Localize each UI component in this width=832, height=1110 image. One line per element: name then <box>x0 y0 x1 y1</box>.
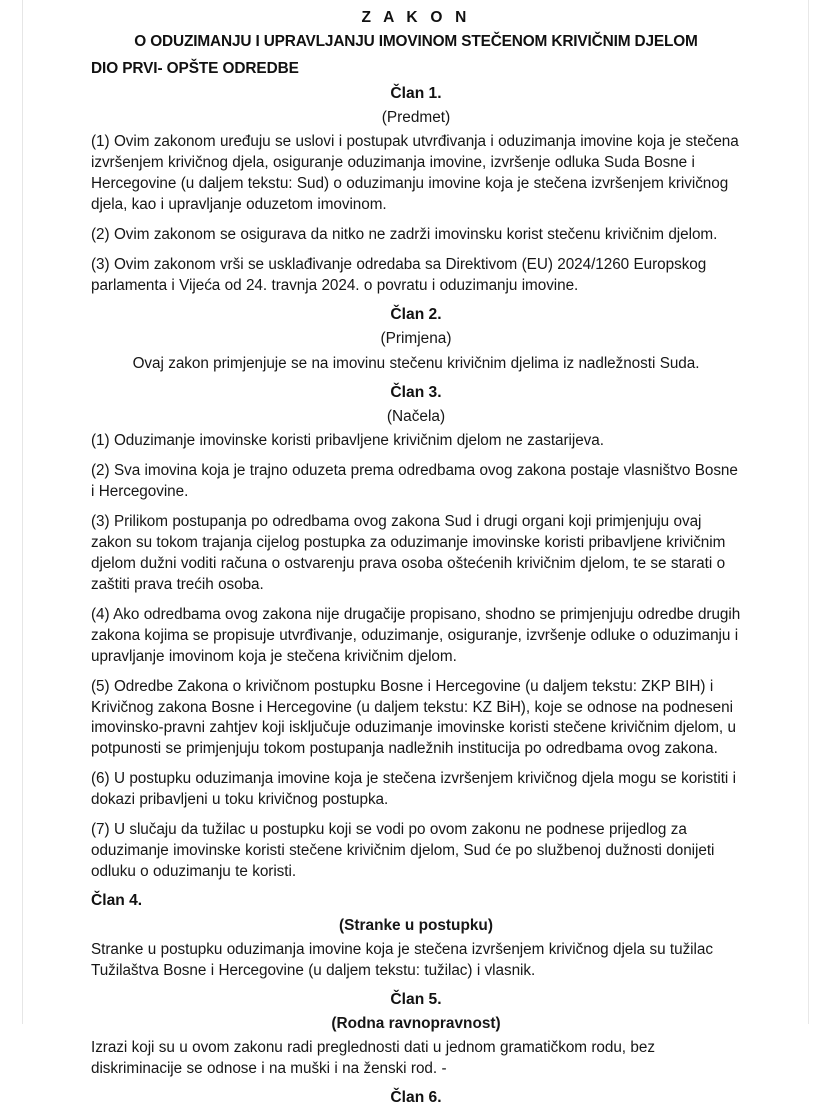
article-heading-3: Član 3. <box>390 383 442 401</box>
paragraph: (2) Sva imovina koja je trajno oduzeta prema odredbama ovog zakona postaje vlasništvo Bosne i Hercegovine. <box>91 461 738 500</box>
document-page <box>22 0 809 1106</box>
article-label-2: (Primjena) <box>380 330 452 348</box>
paragraph: Stranke u postupku oduzimanja imovine koja je stečena izvršenjem krivičnog djela su tužilac Tužilaštva Bosne i Hercegovine (u daljem tekstu: tužilac) i vlasnik. <box>91 940 713 979</box>
paragraph: (3) Ovim zakonom vrši se usklađivanje odredaba sa Direktivom (EU) 2024/1260 Europskog parlamenta i Vijeća od 24. travnja 2024. o povratu i oduzimanju imovine. <box>91 256 707 295</box>
article-heading-1: Član 1. <box>390 84 442 102</box>
article-heading-4: Član 4. <box>91 892 143 910</box>
document-title: Z A K O N <box>361 9 471 26</box>
paragraph: (4) Ako odredbama ovog zakona nije drugačije propisano, shodno se primjenjuju odredbe drugih zakona kojima se propisuje utvrđivanje, oduzimanje, osiguranje, izvršenje odluke o oduzimanju i upravljanje imovinom koja je stečena krivičnim djelom. <box>91 605 741 665</box>
article-label-5: (Rodna ravnopravnost) <box>331 1014 501 1032</box>
paragraph: (6) U postupku oduzimanja imovine koja je stečena izvršenjem krivičnog djela mogu se koristiti i dokazi pribavljeni u toku krivičnog postupka. <box>91 770 737 809</box>
article-label-3: (Načela) <box>386 407 446 425</box>
article-heading-2: Član 2. <box>390 306 442 324</box>
paragraph: (7) U slučaju da tužilac u postupku koji se vodi po ovom zakonu ne podnese prijedlog za oduzimanje imovinske koristi stečene krivičnim djelom, Sud će po službenoj dužnosti donijeti odluku o oduzimanju te koristi. <box>91 821 715 881</box>
document-subtitle: O ODUZIMANJU I UPRAVLJANJU IMOVINOM STEČENOM KRIVIČNIM DJELOM <box>134 33 698 51</box>
article-heading-5: Član 5. <box>390 990 442 1008</box>
paragraph: (2) Ovim zakonom se osigurava da nitko ne zadrži imovinsku korist stečenu krivičnim djelom. <box>91 226 718 244</box>
paragraph: (1) Ovim zakonom uređuju se uslovi i postupak utvrđivanja i oduzimanja imovine koja je stečena izvršenjem krivičnog djela, osiguranje oduzimanja imovine, izvršenje odluka Suda Bosne i Hercegovine (u daljem tekstu: Sud) o oduzimanju imovine koja je stečena izvršenjem krivičnog djela, kao i upravljanje oduzetom imovinom. <box>91 133 739 214</box>
paragraph: Izrazi koji su u ovom zakonu radi preglednosti dati u jednom gramatičkom rodu, bez diskriminacije se odnose i na muški i na ženski rod. - <box>91 1039 655 1077</box>
part-heading: DIO PRVI- OPŠTE ODREDBE <box>91 59 299 77</box>
paragraph: (5) Odredbe Zakona o krivičnom postupku Bosne i Hercegovine (u daljem tekstu: ZKP BIH) i Krivičnog zakona Bosne i Hercegovine (u daljem tekstu: KZ BiH), koje se odnose na podneseni imovinsko-pravni zahtjev koji isključuje oduzimanje imovinske koristi stečene krivičnim djelom, u potpunosti se primjenjuju tokom postupanja nadležnih institucija po odredbama ovog zakona. <box>91 677 736 758</box>
article-label-1: (Predmet) <box>381 109 451 127</box>
paragraph: (3) Prilikom postupanja po odredbama ovog zakona Sud i drugi organi koji primjenjuju ovaj zakon su tokom trajanja cijelog postupka za oduzimanje imovinske koristi pribavljene krivičnim djelom dužni voditi računa o ostvarenju prava osoba oštećenih krivičnim djelom, te se starati o zaštiti prava trećih osoba. <box>91 512 726 593</box>
document-body <box>91 6 741 1110</box>
article-heading-6: Član 6. <box>390 1088 442 1106</box>
paragraph: Ovaj zakon primjenjuje se na imovinu stečenu krivičnim djelima iz nadležnosti Suda. <box>132 354 700 372</box>
article-label-4: (Stranke u postupku) <box>339 916 493 934</box>
paragraph: (1) Oduzimanje imovinske koristi pribavljene krivičnim djelom ne zastarijeva. <box>91 432 604 450</box>
